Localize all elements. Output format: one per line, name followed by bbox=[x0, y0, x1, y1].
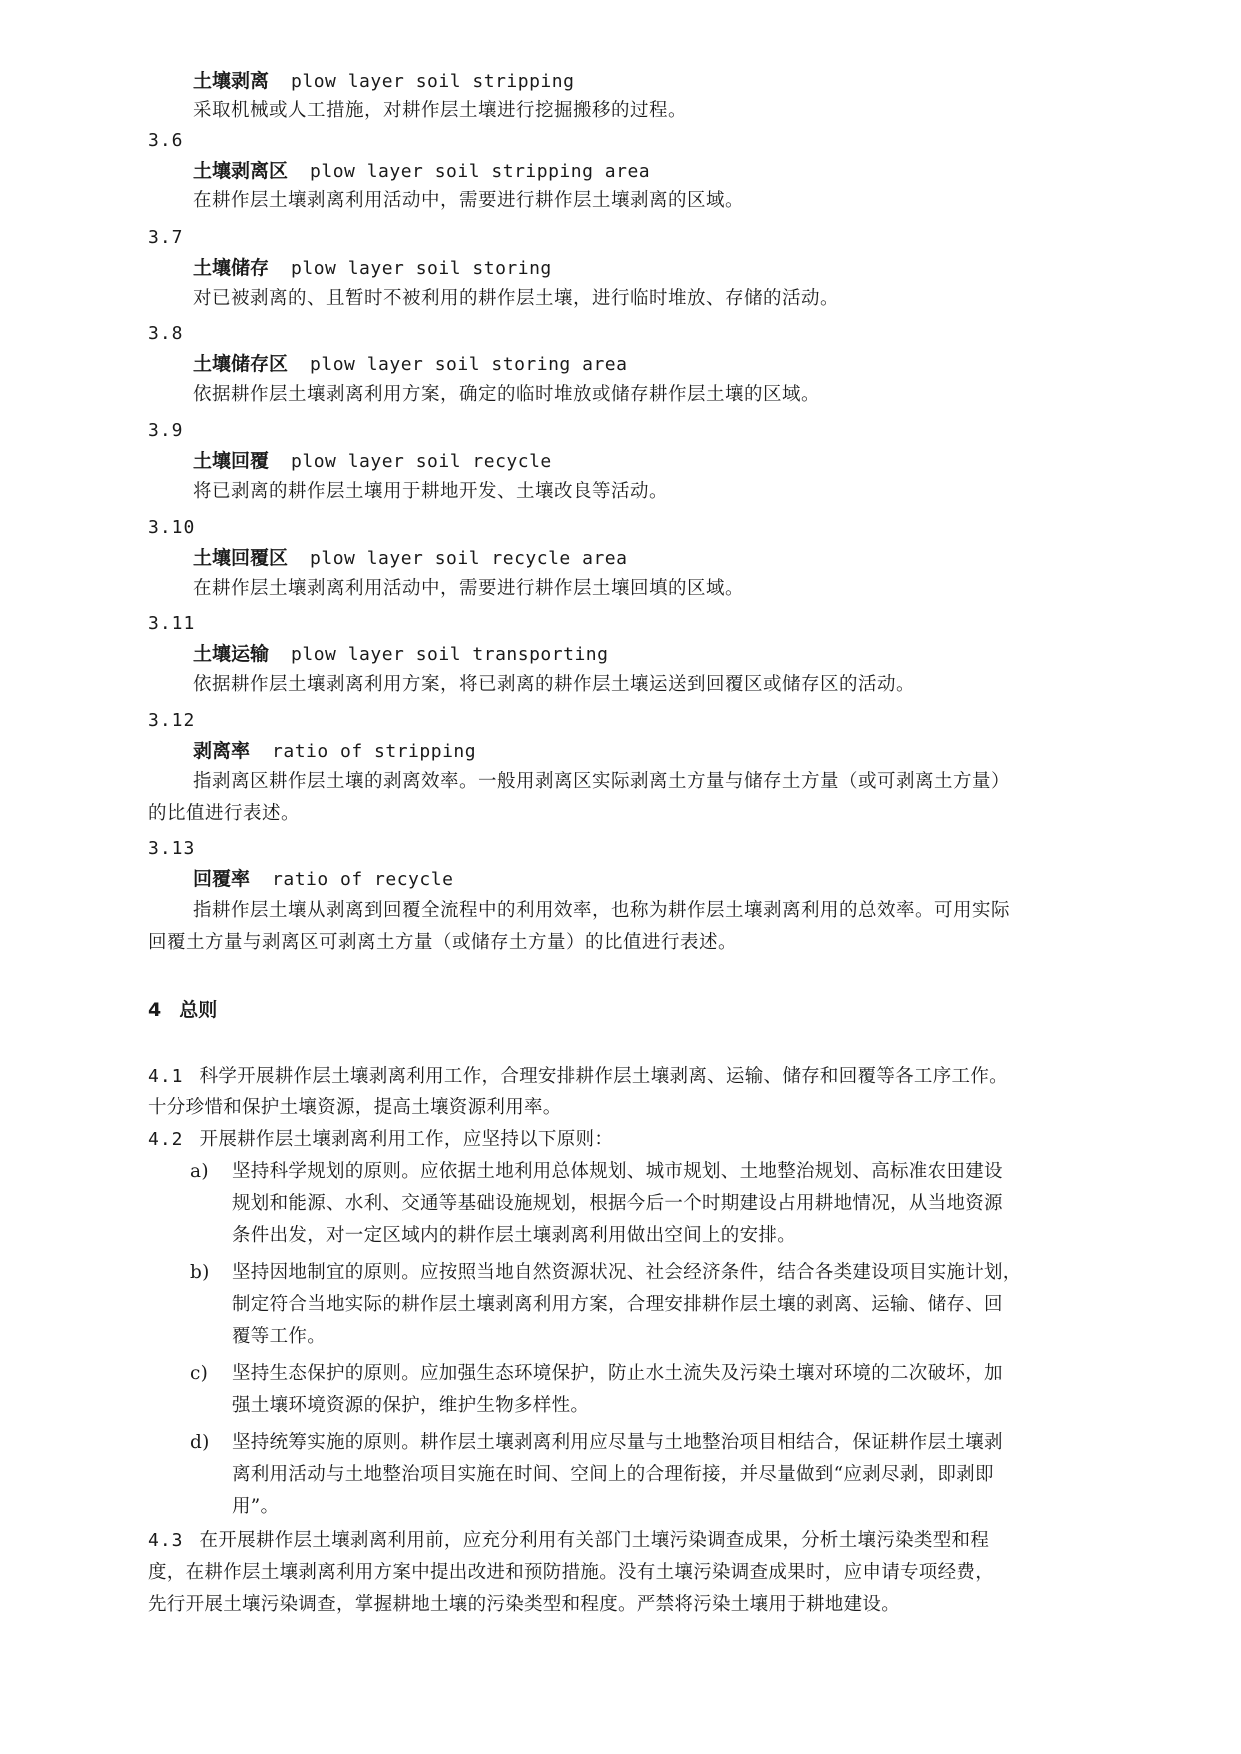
term-definition: 在耕作层土壤剥离利用活动中，需要进行耕作层土壤回填的区域。 bbox=[193, 578, 745, 599]
list-item-text: 坚持统筹实施的原则。耕作层土壤剥离利用应尽量与土地整治项目相结合，保证耕作层土壤剥 bbox=[232, 1432, 1003, 1453]
term-title bbox=[193, 547, 627, 570]
list-item-text: 坚持因地制宜的原则。应按照当地自然资源状况、社会经济条件，结合各类建设项目实施计划， bbox=[232, 1262, 1022, 1283]
clause-4-3 bbox=[148, 1530, 989, 1552]
term-definition: 指剥离区耕作层土壤的剥离效率。一般用剥离区实际剥离土方量与储存土方量（或可剥离土方量） bbox=[193, 771, 1011, 792]
clause-text: 在开展耕作层土壤剥离利用前，应充分利用有关部门土壤污染调查成果，分析土壤污染类型和程 bbox=[199, 1530, 990, 1551]
clause-number: 3.6 bbox=[148, 130, 184, 151]
term-cn: 土壤储存 bbox=[193, 257, 270, 279]
term-title bbox=[193, 70, 574, 93]
term-definition: 指耕作层土壤从剥离到回覆全流程中的利用效率，也称为耕作层土壤剥离利用的总效率。可用实际 bbox=[193, 900, 1011, 921]
clause-text-cont: 度，在耕作层土壤剥离利用方案中提出改进和预防措施。没有土壤污染调查成果时，应申请专项经费， bbox=[148, 1562, 995, 1583]
term-cn: 回覆率 bbox=[193, 868, 251, 890]
term-definition: 对已被剥离的、且暂时不被利用的耕作层土壤，进行临时堆放、存储的活动。 bbox=[193, 288, 840, 309]
term-definition-cont: 的比值进行表述。 bbox=[148, 803, 301, 824]
term-title bbox=[193, 868, 453, 891]
term-title bbox=[193, 353, 627, 376]
term-cn: 土壤剥离 bbox=[193, 70, 270, 92]
term-en: plow layer soil stripping bbox=[291, 71, 575, 92]
section-title: 总则 bbox=[179, 999, 218, 1021]
term-en: ratio of stripping bbox=[272, 741, 477, 762]
clause-number: 3.13 bbox=[148, 838, 196, 859]
clause-4-2 bbox=[148, 1129, 613, 1151]
clause-text-cont: 先行开展土壤污染调查，掌握耕地土壤的污染类型和程度。严禁将污染土壤用于耕地建设。 bbox=[148, 1594, 901, 1615]
clause-text-cont: 十分珍惜和保护土壤资源，提高土壤资源利用率。 bbox=[148, 1097, 562, 1118]
term-cn: 剥离率 bbox=[193, 740, 251, 762]
term-en: plow layer soil storing bbox=[291, 258, 552, 279]
clause-number: 3.12 bbox=[148, 710, 196, 731]
term-definition: 采取机械或人工措施，对耕作层土壤进行挖掘搬移的过程。 bbox=[193, 100, 688, 121]
list-item-label: c) bbox=[190, 1363, 209, 1384]
term-definition: 将已剥离的耕作层土壤用于耕地开发、土壤改良等活动。 bbox=[193, 481, 669, 502]
list-item-text: 用”。 bbox=[232, 1496, 280, 1517]
term-title bbox=[193, 450, 552, 473]
list-item-text: 覆等工作。 bbox=[232, 1326, 327, 1347]
clause-number: 4.1 bbox=[148, 1066, 184, 1087]
clause-number: 3.10 bbox=[148, 517, 196, 538]
term-cn: 土壤回覆区 bbox=[193, 547, 289, 569]
term-title bbox=[193, 740, 476, 763]
term-title bbox=[193, 257, 552, 280]
clause-4-1 bbox=[148, 1066, 1008, 1088]
list-item-text: 制定符合当地实际的耕作层土壤剥离利用方案，合理安排耕作层土壤的剥离、运输、储存、回 bbox=[232, 1294, 1003, 1315]
clause-number: 4.2 bbox=[148, 1129, 184, 1150]
term-en: plow layer soil recycle bbox=[291, 451, 552, 472]
term-cn: 土壤剥离区 bbox=[193, 160, 289, 182]
term-title bbox=[193, 160, 650, 183]
clause-text: 开展耕作层土壤剥离利用工作，应坚持以下原则： bbox=[199, 1129, 614, 1150]
clause-number: 3.8 bbox=[148, 323, 184, 344]
list-item-label: b) bbox=[190, 1262, 210, 1283]
section-number: 4 bbox=[148, 999, 162, 1021]
clause-number: 3.11 bbox=[148, 613, 196, 634]
section-heading bbox=[148, 999, 217, 1021]
term-cn: 土壤储存区 bbox=[193, 353, 289, 375]
clause-number: 3.9 bbox=[148, 420, 184, 441]
list-item-text: 坚持生态保护的原则。应加强生态环境保护，防止水土流失及污染土壤对环境的二次破坏，加 bbox=[232, 1363, 1003, 1384]
term-en: plow layer soil recycle area bbox=[310, 548, 628, 569]
list-item-text: 坚持科学规划的原则。应依据土地利用总体规划、城市规划、土地整治规划、高标准农田建设 bbox=[232, 1161, 1003, 1182]
term-en: plow layer soil stripping area bbox=[310, 161, 651, 182]
list-item-text: 强土壤环境资源的保护，维护生物多样性。 bbox=[232, 1395, 590, 1416]
term-cn: 土壤运输 bbox=[193, 643, 270, 665]
list-item-label: d) bbox=[190, 1432, 210, 1453]
term-definition-cont: 回覆土方量与剥离区可剥离土方量（或储存土方量）的比值进行表述。 bbox=[148, 932, 738, 953]
list-item-text: 离利用活动与土地整治项目实施在时间、空间上的合理衔接，并尽量做到“应剥尽剥，即剥即 bbox=[232, 1464, 994, 1485]
list-item-text: 条件出发，对一定区域内的耕作层土壤剥离利用做出空间上的安排。 bbox=[232, 1225, 797, 1246]
term-definition: 在耕作层土壤剥离利用活动中，需要进行耕作层土壤剥离的区域。 bbox=[193, 190, 745, 211]
term-en: plow layer soil transporting bbox=[291, 644, 609, 665]
list-item-text: 规划和能源、水利、交通等基础设施规划，根据今后一个时期建设占用耕地情况，从当地资源 bbox=[232, 1193, 1003, 1214]
term-title bbox=[193, 643, 608, 666]
clause-number: 4.3 bbox=[148, 1530, 184, 1551]
term-en: plow layer soil storing area bbox=[310, 354, 628, 375]
list-item-label: a) bbox=[190, 1161, 209, 1182]
term-en: ratio of recycle bbox=[272, 869, 454, 890]
term-definition: 依据耕作层土壤剥离利用方案，确定的临时堆放或储存耕作层土壤的区域。 bbox=[193, 384, 821, 405]
term-definition: 依据耕作层土壤剥离利用方案，将已剥离的耕作层土壤运送到回覆区或储存区的活动。 bbox=[193, 674, 916, 695]
clause-text: 科学开展耕作层土壤剥离利用工作，合理安排耕作层土壤剥离、运输、储存和回覆等各工序工作。 bbox=[199, 1066, 1008, 1087]
clause-number: 3.7 bbox=[148, 227, 184, 248]
term-cn: 土壤回覆 bbox=[193, 450, 270, 472]
